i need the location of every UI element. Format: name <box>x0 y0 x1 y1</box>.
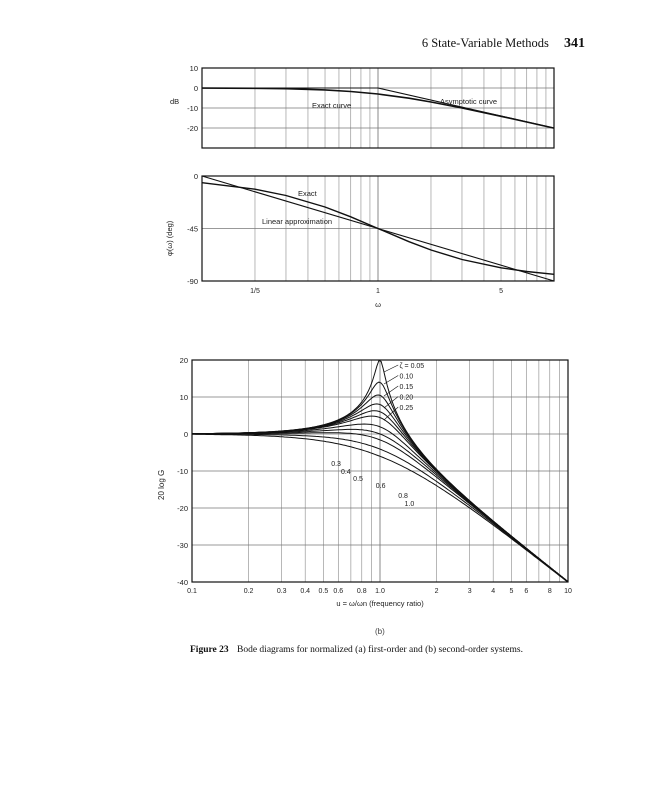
y-tick-label: 10 <box>179 393 188 402</box>
exact-label: Exact <box>298 189 317 198</box>
y-tick-label: 20 <box>179 356 188 365</box>
chapter-title: 6 State-Variable Methods <box>421 36 549 50</box>
x-tick-label: 10 <box>564 588 572 595</box>
y-tick-label: 0 <box>183 430 188 439</box>
exact-curve-label: Exact curve <box>312 101 352 110</box>
x-tick-label: 0.6 <box>333 588 344 595</box>
x-axis-label: u = ω/ωn (frequency ratio) <box>336 599 424 608</box>
y-tick-label: 0 <box>193 84 198 93</box>
x-tick-label: 6 <box>524 588 529 595</box>
second-order-magnitude-plot <box>150 352 590 622</box>
y-tick-label: -20 <box>177 504 188 513</box>
x-tick-label: 0.2 <box>243 588 254 595</box>
zeta-label: 0.15 <box>399 384 414 391</box>
asymptotic-curve-label: Asymptotic curve <box>440 97 498 106</box>
x-axis-label: ω <box>375 300 381 309</box>
x-tick-label: 0.5 <box>318 588 329 595</box>
x-tick-label: 1/5 <box>250 288 260 295</box>
y-tick-label: 0 <box>193 172 198 181</box>
linear-approximation-label: Linear approximation <box>262 217 333 226</box>
y-tick-label: -10 <box>177 467 188 476</box>
caption-label: Figure 23 <box>190 645 229 655</box>
y-tick-label: -20 <box>187 124 198 133</box>
running-head <box>422 36 585 52</box>
x-tick-label: 1 <box>376 288 380 295</box>
zeta-label: 0.6 <box>375 483 386 490</box>
zeta-label: 0.10 <box>399 373 414 381</box>
x-tick-label: 4 <box>491 588 496 595</box>
zeta-label: 0.4 <box>340 469 351 476</box>
x-tick-label: 8 <box>547 588 552 595</box>
y-tick-label: -10 <box>187 104 198 113</box>
x-tick-label: 0.3 <box>276 588 287 595</box>
x-tick-label: 5 <box>509 588 514 595</box>
x-tick-label: 0.4 <box>300 588 311 595</box>
y-tick-label: 10 <box>189 64 198 73</box>
first-order-phase-plot <box>150 168 570 328</box>
y-axis-label: dB <box>170 97 180 106</box>
zeta-label: 0.3 <box>331 461 341 468</box>
x-tick-label: 5 <box>499 288 503 295</box>
y-tick-label: -30 <box>177 541 188 550</box>
page-number: 341 <box>564 36 585 51</box>
zeta-label: 0.5 <box>353 476 363 483</box>
caption-text: Bode diagrams for normalized (a) first-order and (b) second-order systems. <box>237 645 523 655</box>
y-tick-label: -90 <box>187 277 198 286</box>
figure-caption <box>190 645 590 655</box>
y-tick-label: -40 <box>177 578 188 587</box>
zeta-label: 0.25 <box>399 405 414 412</box>
x-tick-label: 3 <box>467 588 472 595</box>
y-tick-label: -45 <box>187 224 198 234</box>
zeta-label: ζ = 0.05 <box>399 363 425 370</box>
x-tick-label: 1.0 <box>375 588 385 595</box>
y-axis-label: φ(ω) (deg) <box>165 220 174 256</box>
x-tick-label: 0.1 <box>187 588 197 595</box>
zeta-label: 1.0 <box>404 501 415 508</box>
x-tick-label: 0.8 <box>356 588 367 595</box>
panel-label-b: (b) <box>375 627 385 636</box>
y-axis-label: 20 log G <box>157 469 166 500</box>
zeta-label: 0.8 <box>398 493 408 500</box>
first-order-magnitude-plot <box>150 60 570 160</box>
x-tick-label: 2 <box>434 588 439 595</box>
zeta-leader-line <box>384 365 398 372</box>
zeta-label: 0.20 <box>399 394 414 402</box>
